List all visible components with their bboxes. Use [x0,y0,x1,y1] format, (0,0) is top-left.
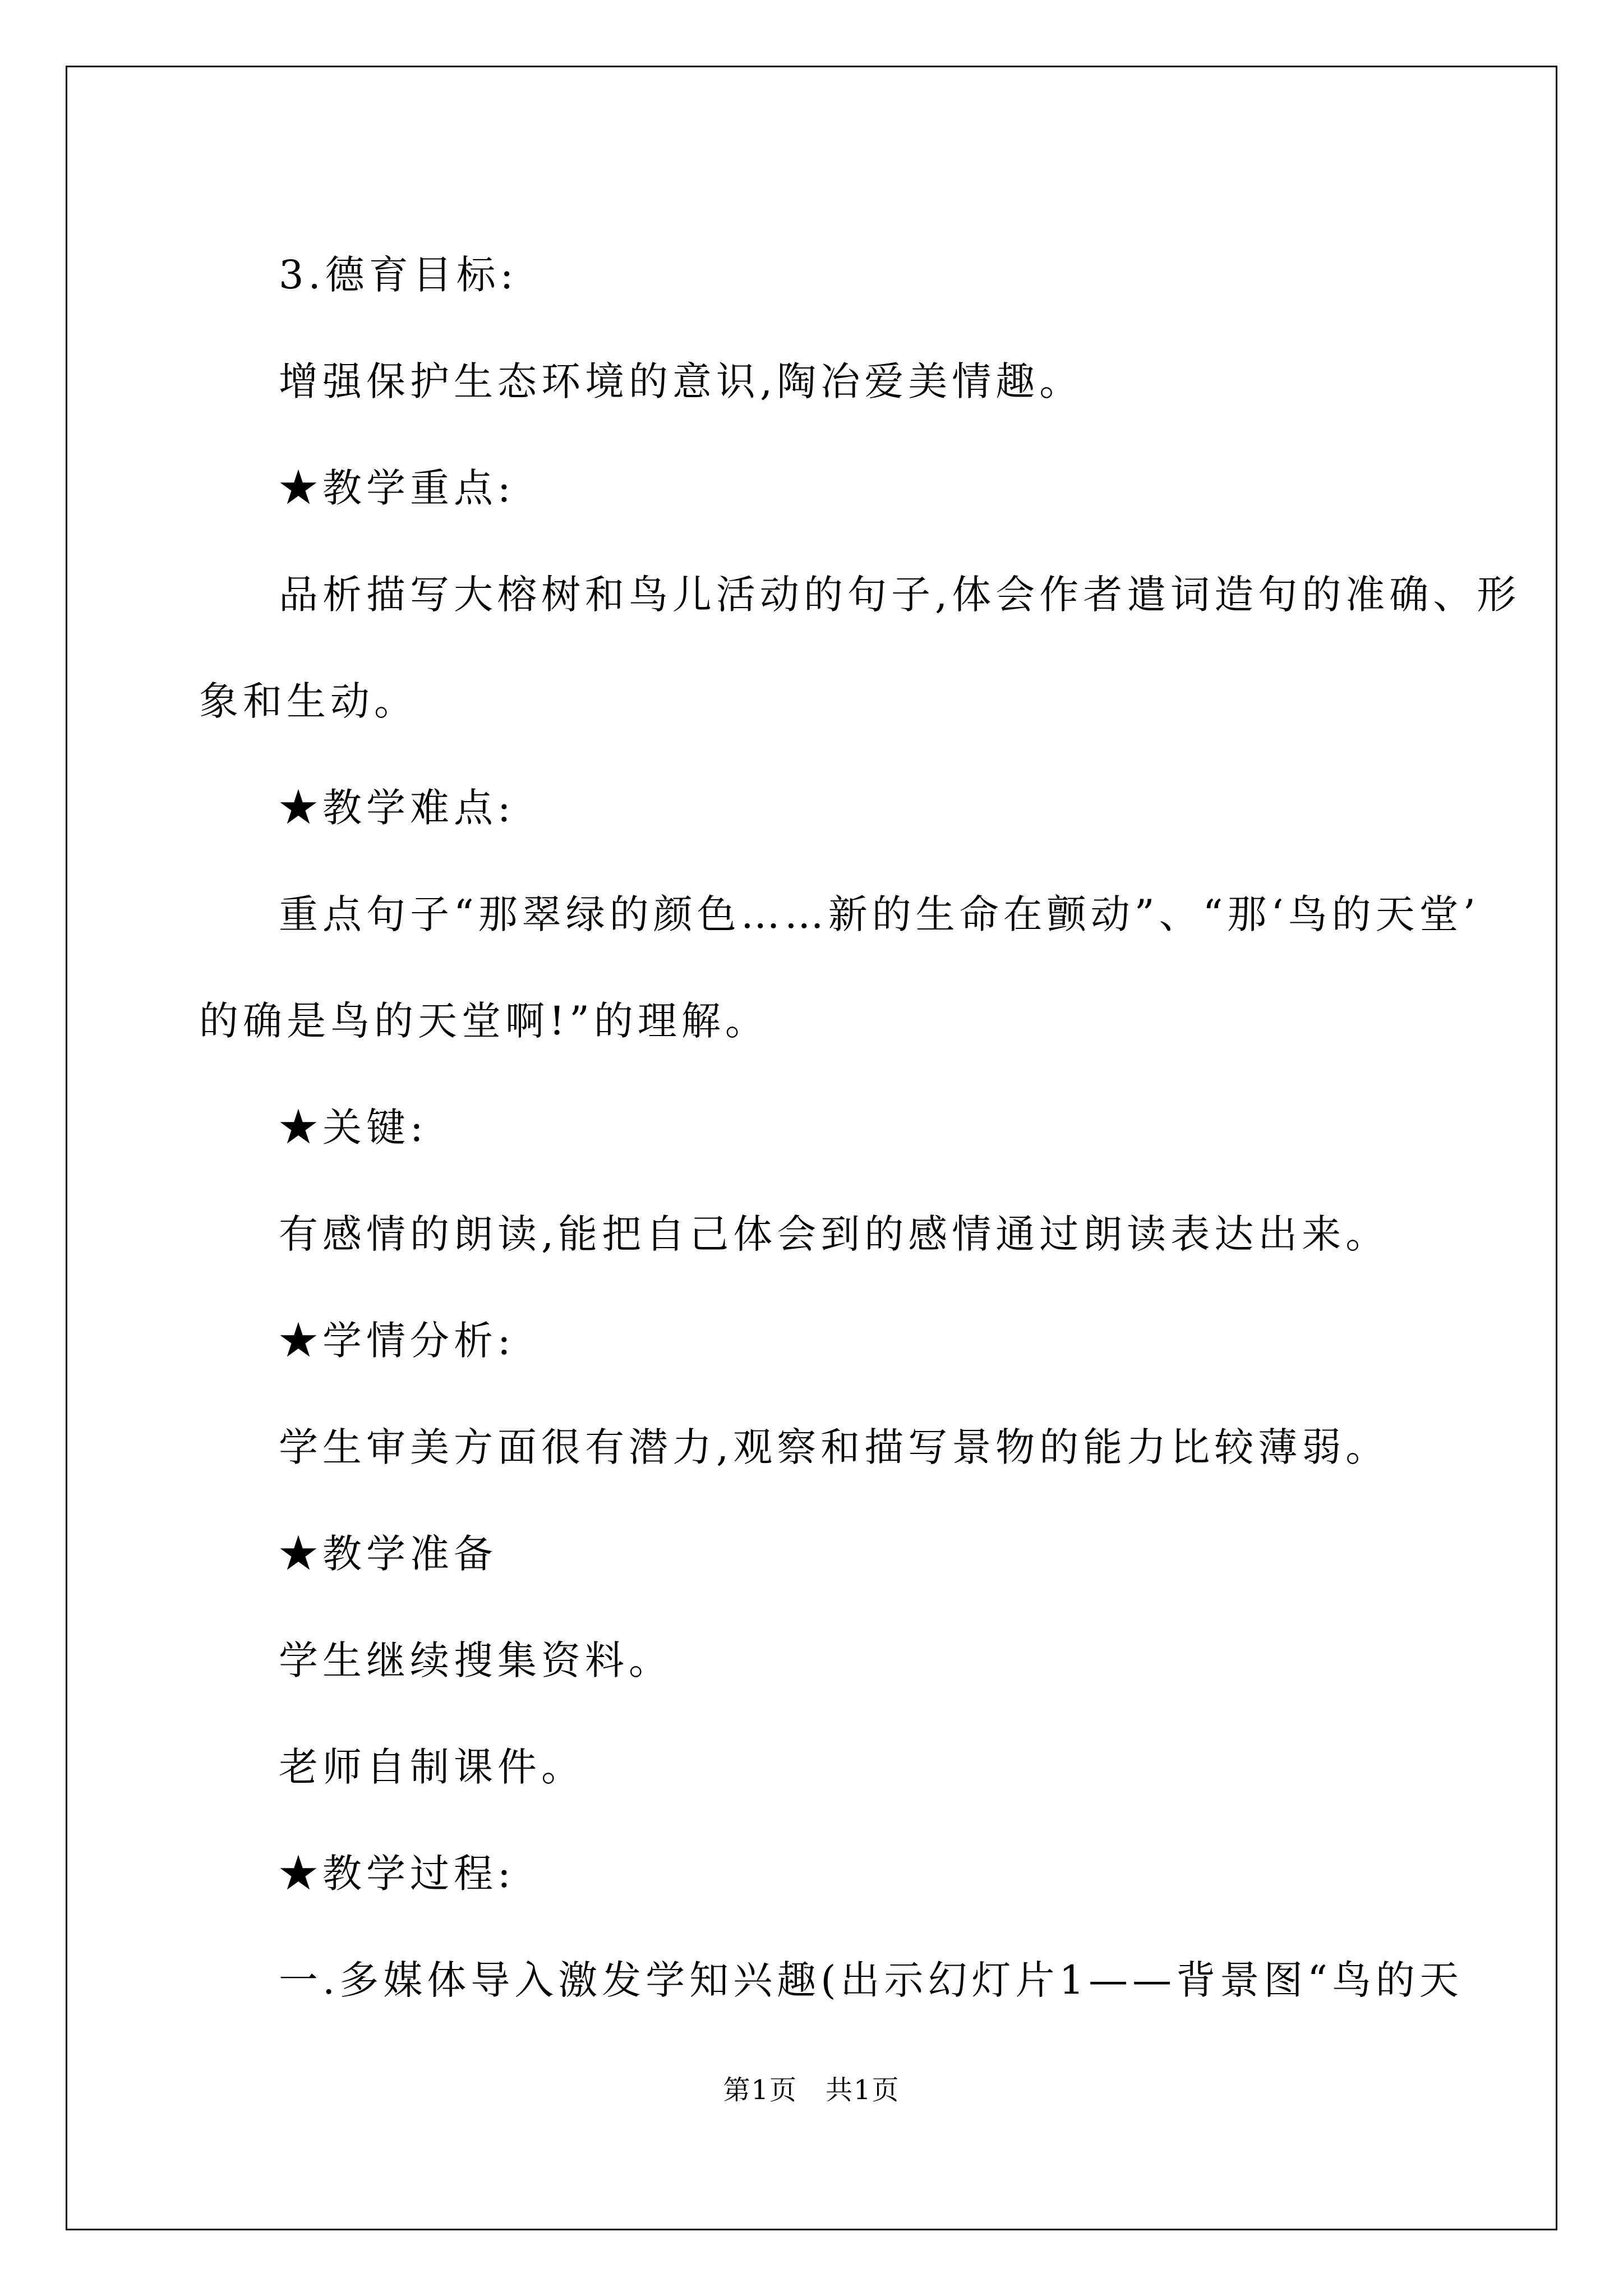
paragraph-difficulties-line1: 重点句子“那翠绿的颜色……新的生命在颤动”、“那‘鸟的天堂’ [279,891,1480,937]
paragraph-preparation-heading: ★教学准备 [279,1531,497,1577]
paragraph-preparation-students: 学生继续搜集资料。 [279,1637,672,1683]
paragraph-moral-goal-heading: 3.德育目标: [279,252,518,298]
paragraph-key-points-line2: 象和生动。 [199,678,418,724]
page-number-footer: 第1页 共1页 [723,2074,900,2106]
paragraph-moral-goal: 增强保护生态环境的意识,陶冶爱美情趣。 [279,358,1083,404]
paragraph-key-points-line1: 品析描写大榕树和鸟儿活动的句子,体会作者遣词造句的准确、形 [279,572,1521,618]
paragraph-process-step1: 一.多媒体导入激发学知兴趣(出示幻灯片1——背景图“鸟的天 [279,1957,1463,2003]
paragraph-difficulties-line2: 的确是鸟的天堂啊!”的理解。 [199,998,769,1044]
paragraph-key-heading: ★关键: [279,1105,428,1151]
paragraph-key: 有感情的朗读,能把自己体会到的感情通过朗读表达出来。 [279,1211,1390,1257]
paragraph-analysis-heading: ★学情分析: [279,1318,515,1364]
paragraph-preparation-teacher: 老师自制课件。 [279,1744,585,1790]
paragraph-process-heading: ★教学过程: [279,1851,515,1897]
paragraph-key-points-heading: ★教学重点: [279,465,515,511]
paragraph-difficulties-heading: ★教学难点: [279,785,515,831]
paragraph-analysis: 学生审美方面很有潜力,观察和描写景物的能力比较薄弱。 [279,1424,1390,1470]
document-body [199,222,1521,2033]
